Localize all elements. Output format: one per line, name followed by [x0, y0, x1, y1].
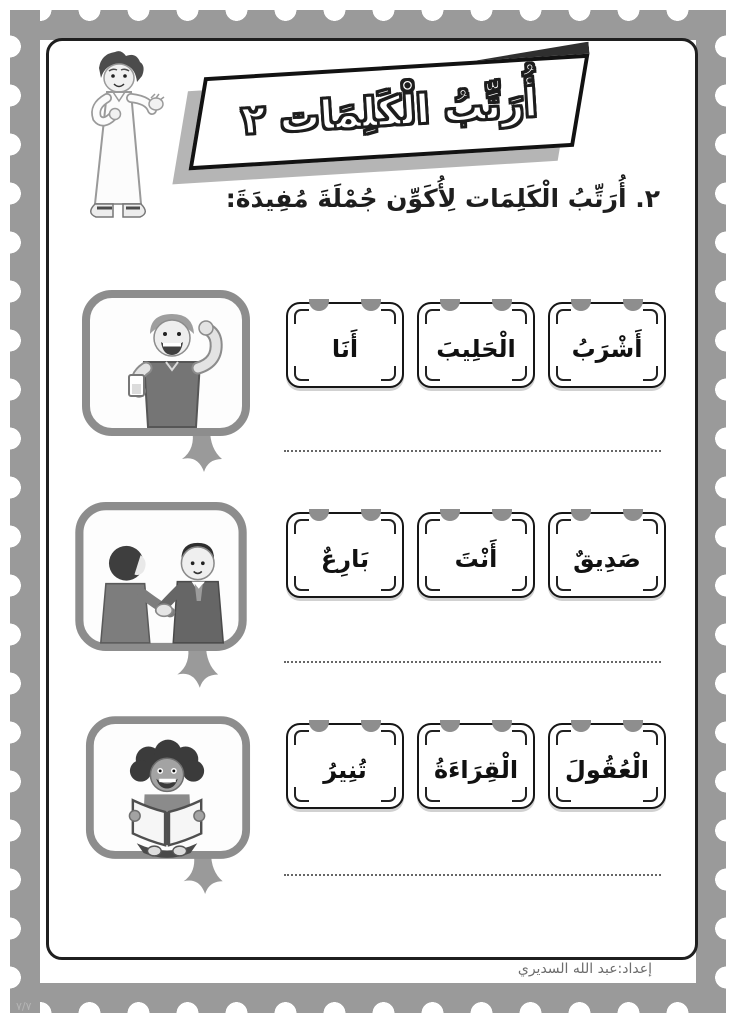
boy-drinking-milk-illustration — [80, 288, 252, 484]
corner-bracket-icon — [294, 730, 309, 745]
child-reading-book-illustration — [84, 710, 252, 910]
corner-bracket-icon — [381, 366, 396, 381]
word-card-1-2 — [417, 302, 535, 388]
corner-bracket-icon — [556, 309, 571, 324]
clip-tab-icon — [492, 720, 512, 732]
mascot-boy-in-thobe-illustration — [55, 48, 183, 226]
word-cards-row-2 — [286, 512, 666, 600]
word-card-2-3 — [286, 512, 404, 598]
card-word: تُنِيرُ — [323, 756, 367, 784]
friends-shaking-hands-illustration — [72, 500, 250, 700]
corner-bracket-icon — [556, 730, 571, 745]
clip-tab-icon — [309, 299, 329, 311]
word-cards-row-1 — [286, 302, 666, 390]
corner-bracket-icon — [512, 576, 527, 591]
corner-bracket-icon — [425, 309, 440, 324]
card-word: الْحَلِيبَ — [436, 335, 516, 363]
corner-bracket-icon — [381, 787, 396, 802]
card-word: الْعُقُولَ — [565, 756, 649, 784]
corner-bracket-icon — [643, 576, 658, 591]
corner-bracket-icon — [556, 576, 571, 591]
corner-bracket-icon — [512, 519, 527, 534]
corner-bracket-icon — [425, 787, 440, 802]
corner-bracket-icon — [425, 519, 440, 534]
clip-tab-icon — [440, 720, 460, 732]
clip-tab-icon — [361, 509, 381, 521]
title-banner — [189, 54, 590, 171]
corner-bracket-icon — [556, 366, 571, 381]
word-card-2-2 — [417, 512, 535, 598]
clip-tab-icon — [440, 299, 460, 311]
corner-bracket-icon — [381, 576, 396, 591]
corner-bracket-icon — [294, 787, 309, 802]
answer-line-2 — [284, 661, 661, 663]
author-credit: إعداد:عبد الله السديري — [510, 960, 660, 978]
corner-bracket-icon — [512, 366, 527, 381]
corner-bracket-icon — [381, 519, 396, 534]
corner-bracket-icon — [643, 309, 658, 324]
corner-bracket-icon — [294, 519, 309, 534]
clip-tab-icon — [571, 509, 591, 521]
clip-tab-icon — [623, 720, 643, 732]
corner-bracket-icon — [381, 309, 396, 324]
word-card-3-2 — [417, 723, 535, 809]
corner-bracket-icon — [512, 787, 527, 802]
corner-bracket-icon — [381, 730, 396, 745]
clip-tab-icon — [571, 299, 591, 311]
clip-tab-icon — [361, 299, 381, 311]
clip-tab-icon — [309, 509, 329, 521]
card-word: أَشْرَبُ — [571, 335, 643, 363]
word-card-3-1 — [548, 723, 666, 809]
corner-bracket-icon — [556, 519, 571, 534]
word-card-3-3 — [286, 723, 404, 809]
clip-tab-icon — [361, 720, 381, 732]
corner-bracket-icon — [643, 519, 658, 534]
page-title: أُرَتِّبُ الْكَلِمَات ٢ — [239, 79, 539, 145]
corner-bracket-icon — [425, 366, 440, 381]
corner-bracket-icon — [425, 576, 440, 591]
card-word: صَدِيقٌ — [573, 545, 641, 573]
card-word: أَنَا — [331, 335, 359, 363]
word-card-2-1 — [548, 512, 666, 598]
answer-line-1 — [284, 450, 661, 452]
corner-bracket-icon — [643, 366, 658, 381]
corner-bracket-icon — [425, 730, 440, 745]
instruction-text: ٢. أُرَتِّبُ الْكَلِمَات لِأُكَوِّن جُمْلَةَ مُفِيدَةَ: — [225, 184, 660, 213]
clip-tab-icon — [623, 299, 643, 311]
card-word: بَارِعٌ — [320, 545, 370, 573]
card-word: أَنْتَ — [454, 545, 498, 573]
page-marker: ٧/٧ — [16, 1000, 32, 1013]
clip-tab-icon — [440, 509, 460, 521]
clip-tab-icon — [492, 509, 512, 521]
clip-tab-icon — [623, 509, 643, 521]
word-card-1-1 — [548, 302, 666, 388]
clip-tab-icon — [309, 720, 329, 732]
corner-bracket-icon — [643, 730, 658, 745]
clip-tab-icon — [571, 720, 591, 732]
corner-bracket-icon — [643, 787, 658, 802]
corner-bracket-icon — [294, 576, 309, 591]
clip-tab-icon — [492, 299, 512, 311]
card-word: الْقِرَاءَةُ — [433, 756, 519, 784]
word-card-1-3 — [286, 302, 404, 388]
word-cards-row-3 — [286, 723, 666, 811]
answer-line-3 — [284, 874, 661, 876]
corner-bracket-icon — [512, 730, 527, 745]
corner-bracket-icon — [512, 309, 527, 324]
corner-bracket-icon — [294, 366, 309, 381]
corner-bracket-icon — [294, 309, 309, 324]
corner-bracket-icon — [556, 787, 571, 802]
